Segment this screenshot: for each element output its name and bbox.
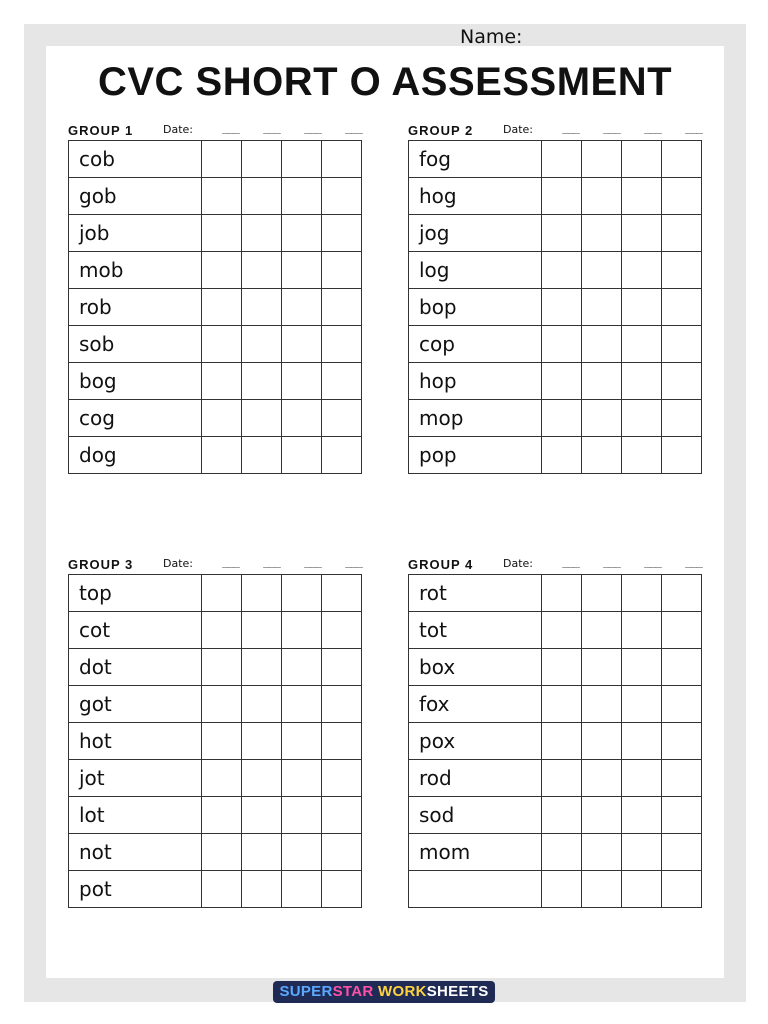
word-cell: rod [409, 760, 542, 797]
date-label: Date: [503, 123, 533, 136]
table-row [409, 178, 702, 215]
date-blank[interactable]: ___ [263, 555, 280, 568]
assessment-check-cell[interactable] [582, 252, 622, 289]
assessment-check-cell[interactable] [322, 834, 362, 871]
assessment-check-cell[interactable] [242, 797, 282, 834]
assessment-check-cell[interactable] [542, 686, 582, 723]
table-row [409, 575, 702, 612]
assessment-check-cell[interactable] [322, 723, 362, 760]
date-blank[interactable]: ___ [304, 121, 321, 134]
word-cell: tot [409, 612, 542, 649]
logo-part: SHEETS [426, 983, 489, 1000]
date-label: Date: [163, 557, 193, 570]
assessment-check-cell[interactable] [582, 612, 622, 649]
assessment-check-cell[interactable] [622, 760, 662, 797]
group-title: GROUP 4 [408, 557, 474, 572]
word-cell: mom [409, 834, 542, 871]
assessment-check-cell[interactable] [662, 178, 702, 215]
word-cell: job [69, 215, 202, 252]
assessment-check-cell[interactable] [322, 612, 362, 649]
logo-part: SUPER [279, 983, 333, 1000]
assessment-check-cell[interactable] [542, 252, 582, 289]
assessment-check-cell[interactable] [202, 178, 242, 215]
assessment-check-cell[interactable] [542, 363, 582, 400]
word-cell: dot [69, 649, 202, 686]
assessment-check-cell[interactable] [662, 686, 702, 723]
assessment-check-cell[interactable] [582, 215, 622, 252]
assessment-check-cell[interactable] [322, 289, 362, 326]
assessment-check-cell[interactable] [622, 437, 662, 474]
assessment-check-cell[interactable] [542, 575, 582, 612]
assessment-check-cell[interactable] [622, 612, 662, 649]
assessment-check-cell[interactable] [282, 612, 322, 649]
assessment-check-cell[interactable] [282, 252, 322, 289]
page-title: CVC SHORT O ASSESSMENT [97, 60, 673, 104]
table-row [409, 686, 702, 723]
table-row [69, 575, 362, 612]
date-blanks [210, 121, 374, 134]
assessment-check-cell[interactable] [242, 686, 282, 723]
table-row [69, 326, 362, 363]
table-row [409, 871, 702, 908]
assessment-check-cell[interactable] [662, 575, 702, 612]
assessment-check-cell[interactable] [242, 215, 282, 252]
word-cell: sob [69, 326, 202, 363]
table-row [409, 363, 702, 400]
word-cell: top [69, 575, 202, 612]
assessment-check-cell[interactable] [202, 612, 242, 649]
assessment-check-cell[interactable] [622, 400, 662, 437]
group-4 [408, 554, 704, 864]
table-row [409, 760, 702, 797]
date-blank[interactable]: ___ [644, 121, 661, 134]
table-row [69, 612, 362, 649]
table-row [69, 141, 362, 178]
assessment-check-cell[interactable] [282, 141, 322, 178]
assessment-check-cell[interactable] [622, 289, 662, 326]
assessment-check-cell[interactable] [622, 723, 662, 760]
assessment-check-cell[interactable] [582, 326, 622, 363]
assessment-check-cell[interactable] [622, 649, 662, 686]
date-label: Date: [503, 557, 533, 570]
table-row [409, 400, 702, 437]
assessment-check-cell[interactable] [622, 252, 662, 289]
assessment-check-cell[interactable] [622, 834, 662, 871]
assessment-check-cell[interactable] [582, 289, 622, 326]
group-header [408, 554, 704, 574]
word-cell: jot [69, 760, 202, 797]
assessment-check-cell[interactable] [542, 834, 582, 871]
word-cell: gob [69, 178, 202, 215]
table-row [409, 141, 702, 178]
date-blank[interactable]: ___ [562, 121, 579, 134]
assessment-check-cell[interactable] [582, 400, 622, 437]
date-blank[interactable]: ___ [345, 555, 362, 568]
assessment-check-cell[interactable] [202, 723, 242, 760]
assessment-check-cell[interactable] [582, 437, 622, 474]
assessment-check-cell[interactable] [582, 871, 622, 908]
assessment-check-cell[interactable] [202, 363, 242, 400]
assessment-check-cell[interactable] [662, 363, 702, 400]
assessment-check-cell[interactable] [542, 400, 582, 437]
date-blank[interactable]: ___ [345, 121, 362, 134]
assessment-check-cell[interactable] [322, 760, 362, 797]
assessment-check-cell[interactable] [582, 834, 622, 871]
assessment-check-cell[interactable] [242, 437, 282, 474]
table-row [69, 723, 362, 760]
assessment-check-cell[interactable] [582, 797, 622, 834]
date-blank[interactable]: ___ [304, 555, 321, 568]
assessment-check-cell[interactable] [662, 326, 702, 363]
assessment-check-cell[interactable] [242, 178, 282, 215]
assessment-check-cell[interactable] [242, 363, 282, 400]
assessment-check-cell[interactable] [662, 612, 702, 649]
assessment-check-cell[interactable] [322, 215, 362, 252]
name-label: Name: [460, 26, 523, 48]
assessment-check-cell[interactable] [662, 252, 702, 289]
assessment-check-cell[interactable] [542, 289, 582, 326]
group-title: GROUP 2 [408, 123, 474, 138]
assessment-check-cell[interactable] [242, 400, 282, 437]
assessment-check-cell[interactable] [202, 252, 242, 289]
assessment-check-cell[interactable] [542, 612, 582, 649]
assessment-check-cell[interactable] [542, 649, 582, 686]
assessment-check-cell[interactable] [622, 575, 662, 612]
word-cell: not [69, 834, 202, 871]
assessment-check-cell[interactable] [282, 400, 322, 437]
word-cell: cob [69, 141, 202, 178]
table-row [69, 252, 362, 289]
word-cell: log [409, 252, 542, 289]
assessment-check-cell[interactable] [282, 575, 322, 612]
date-blank[interactable]: ___ [222, 555, 239, 568]
assessment-check-cell[interactable] [322, 252, 362, 289]
table-row [409, 723, 702, 760]
assessment-check-cell[interactable] [282, 289, 322, 326]
word-cell: dog [69, 437, 202, 474]
assessment-check-cell[interactable] [582, 649, 622, 686]
table-row [69, 649, 362, 686]
assessment-check-cell[interactable] [542, 141, 582, 178]
assessment-check-cell[interactable] [242, 326, 282, 363]
assessment-check-cell[interactable] [242, 612, 282, 649]
assessment-check-cell[interactable] [322, 649, 362, 686]
assessment-check-cell[interactable] [282, 834, 322, 871]
group-3 [68, 554, 364, 901]
assessment-check-cell[interactable] [282, 437, 322, 474]
word-cell: pop [409, 437, 542, 474]
table-row [409, 326, 702, 363]
assessment-check-cell[interactable] [282, 363, 322, 400]
table-row [409, 612, 702, 649]
table-row [409, 437, 702, 474]
table-row [69, 437, 362, 474]
group-1 [68, 120, 364, 467]
assessment-check-cell[interactable] [202, 649, 242, 686]
assessment-check-cell[interactable] [662, 400, 702, 437]
table-row [69, 871, 362, 908]
assessment-check-cell[interactable] [542, 178, 582, 215]
word-cell: cog [69, 400, 202, 437]
word-cell: got [69, 686, 202, 723]
assessment-check-cell[interactable] [582, 723, 622, 760]
assessment-check-cell[interactable] [202, 871, 242, 908]
assessment-check-cell[interactable] [622, 326, 662, 363]
assessment-check-cell[interactable] [662, 760, 702, 797]
date-blank[interactable]: ___ [644, 555, 661, 568]
word-cell: box [409, 649, 542, 686]
assessment-check-cell[interactable] [542, 723, 582, 760]
assessment-check-cell[interactable] [322, 575, 362, 612]
group-header [408, 120, 704, 140]
assessment-check-cell[interactable] [622, 797, 662, 834]
table-row [69, 797, 362, 834]
superstar-worksheets-logo [273, 981, 494, 1003]
assessment-check-cell[interactable] [662, 834, 702, 871]
word-table [408, 140, 702, 474]
table-row [69, 686, 362, 723]
word-table [408, 574, 702, 908]
assessment-check-cell[interactable] [542, 437, 582, 474]
assessment-check-cell[interactable] [662, 723, 702, 760]
assessment-check-cell[interactable] [202, 686, 242, 723]
word-cell: fox [409, 686, 542, 723]
assessment-check-cell[interactable] [662, 437, 702, 474]
group-title: GROUP 1 [68, 123, 134, 138]
assessment-check-cell[interactable] [202, 834, 242, 871]
assessment-check-cell[interactable] [622, 178, 662, 215]
word-cell: jog [409, 215, 542, 252]
assessment-check-cell[interactable] [322, 871, 362, 908]
assessment-check-cell[interactable] [202, 141, 242, 178]
table-row [69, 178, 362, 215]
assessment-check-cell[interactable] [242, 834, 282, 871]
word-table [68, 574, 362, 908]
assessment-check-cell[interactable] [242, 252, 282, 289]
assessment-check-cell[interactable] [242, 289, 282, 326]
word-cell: cot [69, 612, 202, 649]
word-cell: hot [69, 723, 202, 760]
word-cell: hog [409, 178, 542, 215]
date-blank[interactable]: ___ [222, 121, 239, 134]
assessment-check-cell[interactable] [662, 289, 702, 326]
assessment-check-cell[interactable] [582, 575, 622, 612]
table-row [69, 215, 362, 252]
assessment-check-cell[interactable] [322, 178, 362, 215]
assessment-check-cell[interactable] [662, 141, 702, 178]
assessment-check-cell[interactable] [322, 437, 362, 474]
table-row [69, 760, 362, 797]
word-table [68, 140, 362, 474]
group-title: GROUP 3 [68, 557, 134, 572]
date-blank[interactable]: ___ [685, 555, 702, 568]
assessment-check-cell[interactable] [202, 400, 242, 437]
word-cell [409, 871, 542, 908]
assessment-check-cell[interactable] [322, 363, 362, 400]
assessment-check-cell[interactable] [582, 363, 622, 400]
table-row [409, 215, 702, 252]
word-cell: sod [409, 797, 542, 834]
word-cell: pox [409, 723, 542, 760]
assessment-check-cell[interactable] [282, 178, 322, 215]
table-row [409, 289, 702, 326]
assessment-check-cell[interactable] [622, 141, 662, 178]
group-2 [408, 120, 704, 467]
word-cell: fog [409, 141, 542, 178]
logo-part: WORK [373, 983, 427, 1000]
assessment-check-cell[interactable] [202, 215, 242, 252]
assessment-check-cell[interactable] [322, 400, 362, 437]
date-blank[interactable]: ___ [263, 121, 280, 134]
assessment-check-cell[interactable] [242, 871, 282, 908]
assessment-check-cell[interactable] [582, 686, 622, 723]
table-row [69, 834, 362, 871]
date-label: Date: [163, 123, 193, 136]
assessment-check-cell[interactable] [242, 649, 282, 686]
assessment-check-cell[interactable] [242, 723, 282, 760]
assessment-check-cell[interactable] [542, 760, 582, 797]
word-cell: mop [409, 400, 542, 437]
assessment-check-cell[interactable] [582, 178, 622, 215]
footer [0, 980, 768, 1002]
assessment-check-cell[interactable] [662, 871, 702, 908]
assessment-check-cell[interactable] [662, 649, 702, 686]
table-row [409, 649, 702, 686]
assessment-check-cell[interactable] [582, 141, 622, 178]
word-cell: rot [409, 575, 542, 612]
word-cell: pot [69, 871, 202, 908]
assessment-check-cell[interactable] [282, 686, 322, 723]
word-cell: cop [409, 326, 542, 363]
group-header [68, 120, 364, 140]
assessment-check-cell[interactable] [282, 215, 322, 252]
assessment-check-cell[interactable] [322, 141, 362, 178]
date-blanks [210, 555, 374, 568]
assessment-check-cell[interactable] [282, 723, 322, 760]
date-blanks [550, 555, 714, 568]
date-blank[interactable]: ___ [603, 555, 620, 568]
assessment-check-cell[interactable] [202, 760, 242, 797]
assessment-check-cell[interactable] [242, 141, 282, 178]
assessment-check-cell[interactable] [542, 326, 582, 363]
assessment-check-cell[interactable] [582, 760, 622, 797]
table-row [409, 252, 702, 289]
assessment-check-cell[interactable] [542, 797, 582, 834]
assessment-check-cell[interactable] [282, 871, 322, 908]
date-blank[interactable]: ___ [685, 121, 702, 134]
assessment-check-cell[interactable] [282, 760, 322, 797]
assessment-check-cell[interactable] [622, 686, 662, 723]
table-row [409, 797, 702, 834]
assessment-check-cell[interactable] [662, 797, 702, 834]
assessment-check-cell[interactable] [322, 797, 362, 834]
assessment-check-cell[interactable] [202, 326, 242, 363]
date-blank[interactable]: ___ [603, 121, 620, 134]
group-header [68, 554, 364, 574]
assessment-check-cell[interactable] [242, 575, 282, 612]
table-row [69, 289, 362, 326]
assessment-check-cell[interactable] [542, 215, 582, 252]
assessment-check-cell[interactable] [202, 575, 242, 612]
assessment-check-cell[interactable] [622, 871, 662, 908]
assessment-check-cell[interactable] [662, 215, 702, 252]
word-cell: bog [69, 363, 202, 400]
assessment-check-cell[interactable] [202, 289, 242, 326]
assessment-check-cell[interactable] [622, 215, 662, 252]
assessment-check-cell[interactable] [282, 326, 322, 363]
assessment-check-cell[interactable] [202, 437, 242, 474]
word-cell: lot [69, 797, 202, 834]
word-cell: rob [69, 289, 202, 326]
word-cell: mob [69, 252, 202, 289]
date-blank[interactable]: ___ [562, 555, 579, 568]
assessment-check-cell[interactable] [322, 686, 362, 723]
table-row [69, 363, 362, 400]
word-cell: bop [409, 289, 542, 326]
table-row [69, 400, 362, 437]
logo-part: STAR [332, 983, 374, 1000]
assessment-check-cell[interactable] [322, 326, 362, 363]
assessment-check-cell[interactable] [282, 797, 322, 834]
word-cell: hop [409, 363, 542, 400]
date-blanks [550, 121, 714, 134]
assessment-check-cell[interactable] [202, 797, 242, 834]
table-row [409, 834, 702, 871]
assessment-check-cell[interactable] [542, 871, 582, 908]
assessment-check-cell[interactable] [242, 760, 282, 797]
assessment-check-cell[interactable] [622, 363, 662, 400]
assessment-check-cell[interactable] [282, 649, 322, 686]
